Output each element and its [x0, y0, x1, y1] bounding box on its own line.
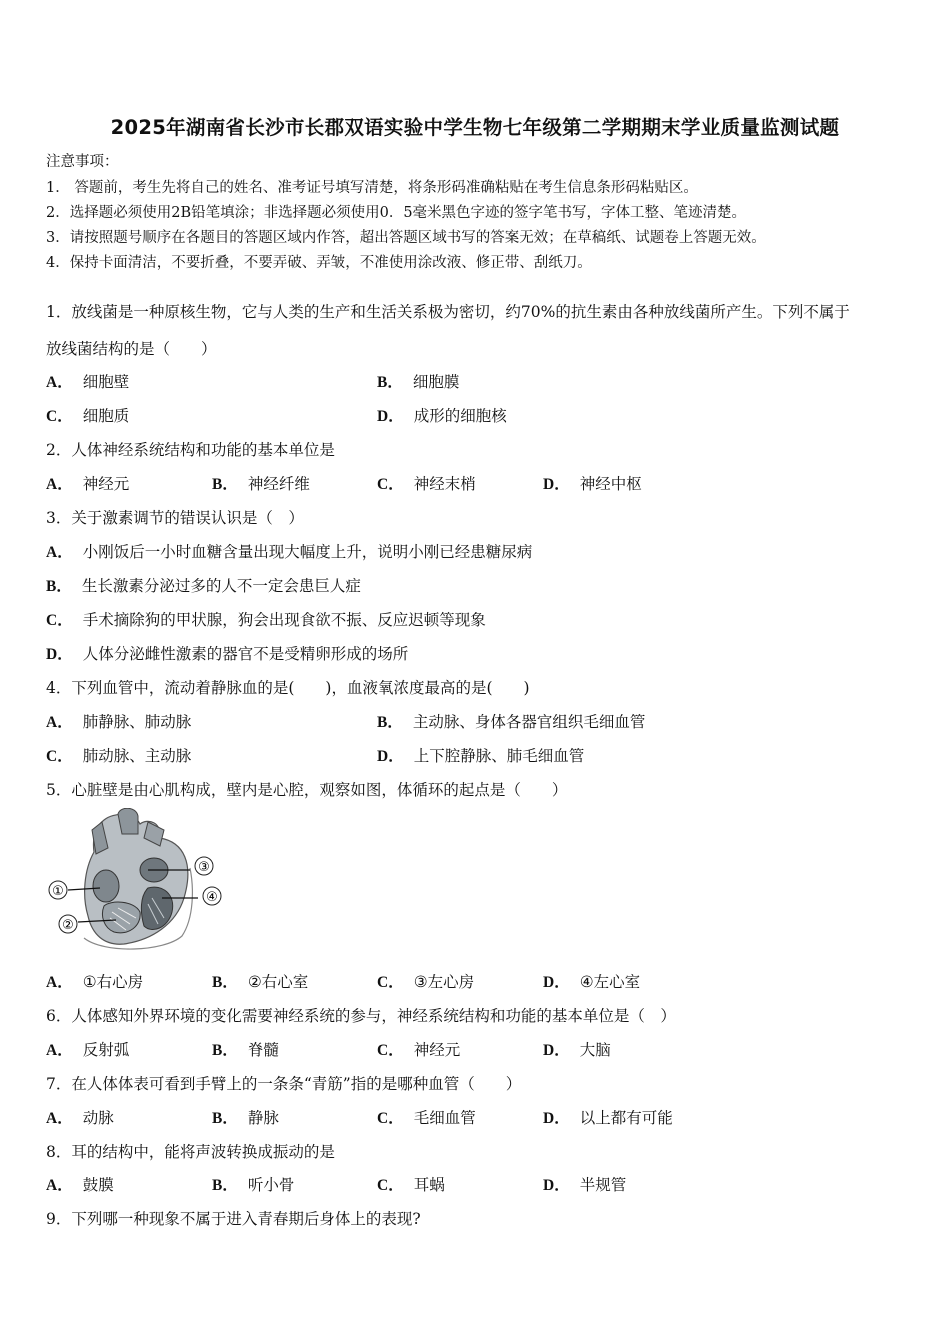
option-a[interactable]: A． 细胞壁	[46, 373, 130, 391]
question-stem: 6．人体感知外界环境的变化需要神经系统的参与，神经系统结构和功能的基本单位是（ ）	[46, 1007, 676, 1025]
option-c[interactable]: C． 细胞质	[46, 407, 130, 425]
option-c[interactable]: C． 神经末梢	[377, 475, 476, 493]
option-b[interactable]: B． 脊髓	[212, 1041, 279, 1059]
option-c[interactable]: C． 耳蜗	[377, 1176, 445, 1194]
notice-item: 4．保持卡面清洁，不要折叠，不要弄破、弄皱，不准使用涂改液、修正带、刮纸刀。	[46, 255, 592, 271]
question-stem: 8．耳的结构中，能将声波转换成振动的是	[46, 1143, 335, 1161]
question-stem: 3．关于激素调节的错误认识是（ ）	[46, 509, 304, 527]
option-a[interactable]: A． 反射弧	[46, 1041, 130, 1059]
notice-item: 2．选择题必须使用2B铅笔填涂；非选择题必须使用0．5毫米黑色字迹的签字笔书写，字体工整、笔迹清楚。	[46, 205, 747, 221]
heart-diagram	[44, 808, 234, 954]
notice-item: 3．请按照题号顺序在各题目的答题区域内作答，超出答题区域书写的答案无效；在草稿纸、试题卷上答题无效。	[46, 230, 766, 246]
option-d[interactable]: D． ④左心室	[543, 973, 641, 991]
option-d[interactable]: D． 上下腔静脉、肺毛细血管	[377, 747, 585, 765]
option-a[interactable]: A． ①右心房	[46, 973, 144, 991]
option-d[interactable]: D． 以上都有可能	[543, 1109, 673, 1127]
question-stem: 5．心脏壁是由心肌构成，壁内是心腔，观察如图，体循环的起点是（ ）	[46, 781, 568, 799]
option-a[interactable]: A． 肺静脉、肺动脉	[46, 713, 192, 731]
option-b[interactable]: B． 细胞膜	[377, 373, 460, 391]
option-d[interactable]: D． 成形的细胞核	[377, 407, 507, 425]
option-a[interactable]: A． 鼓膜	[46, 1176, 114, 1194]
label-4: ④	[206, 890, 218, 905]
option-b[interactable]: B． 听小骨	[212, 1176, 295, 1194]
notice-heading: 注意事项：	[46, 154, 119, 170]
option-a[interactable]: A． 小刚饭后一小时血糖含量出现大幅度上升，说明小刚已经患糖尿病	[46, 543, 533, 561]
question-stem: 2．人体神经系统结构和功能的基本单位是	[46, 441, 335, 459]
question-stem: 1．放线菌是一种原核生物，它与人类的生产和生活关系极为密切，约70%的抗生素由各种放线菌所产生。下列不属于	[46, 303, 850, 321]
option-d[interactable]: D． 大脑	[543, 1041, 611, 1059]
option-b[interactable]: B． 生长激素分泌过多的人不一定会患巨人症	[46, 577, 361, 595]
option-b[interactable]: B． 主动脉、身体各器官组织毛细血管	[377, 713, 646, 731]
label-3: ③	[198, 860, 210, 875]
option-a[interactable]: A． 动脉	[46, 1109, 114, 1127]
option-b[interactable]: B． 静脉	[212, 1109, 279, 1127]
option-c[interactable]: C． ③左心房	[377, 973, 475, 991]
question-stem: 4．下列血管中，流动着静脉血的是( )，血液氧浓度最高的是( )	[46, 679, 530, 697]
option-b[interactable]: B． ②右心室	[212, 973, 309, 991]
label-2: ②	[62, 918, 74, 933]
option-a[interactable]: A． 神经元	[46, 475, 130, 493]
option-c[interactable]: C． 手术摘除狗的甲状腺，狗会出现食欲不振、反应迟顿等现象	[46, 611, 486, 629]
option-d[interactable]: D． 人体分泌雌性激素的器官不是受精卵形成的场所	[46, 645, 409, 663]
question-stem: 9．下列哪一种现象不属于进入青春期后身体上的表现?	[46, 1210, 421, 1228]
question-stem: 7．在人体体表可看到手臂上的一条条“青筋”指的是哪种血管（ ）	[46, 1075, 522, 1093]
notice-item: 1． 答题前，考生先将自己的姓名、准考证号填写清楚，将条形码准确粘贴在考生信息条形码粘贴区。	[46, 180, 698, 196]
question-stem-continued: 放线菌结构的是（ ）	[46, 340, 217, 358]
option-d[interactable]: D． 神经中枢	[543, 475, 642, 493]
option-d[interactable]: D． 半规管	[543, 1176, 627, 1194]
label-1: ①	[52, 884, 64, 899]
option-b[interactable]: B． 神经纤维	[212, 475, 310, 493]
option-c[interactable]: C． 肺动脉、主动脉	[46, 747, 192, 765]
option-c[interactable]: C． 毛细血管	[377, 1109, 476, 1127]
option-c[interactable]: C． 神经元	[377, 1041, 461, 1059]
page-title: 2025年湖南省长沙市长郡双语实验中学生物七年级第二学期期末学业质量监测试题	[110, 116, 840, 139]
